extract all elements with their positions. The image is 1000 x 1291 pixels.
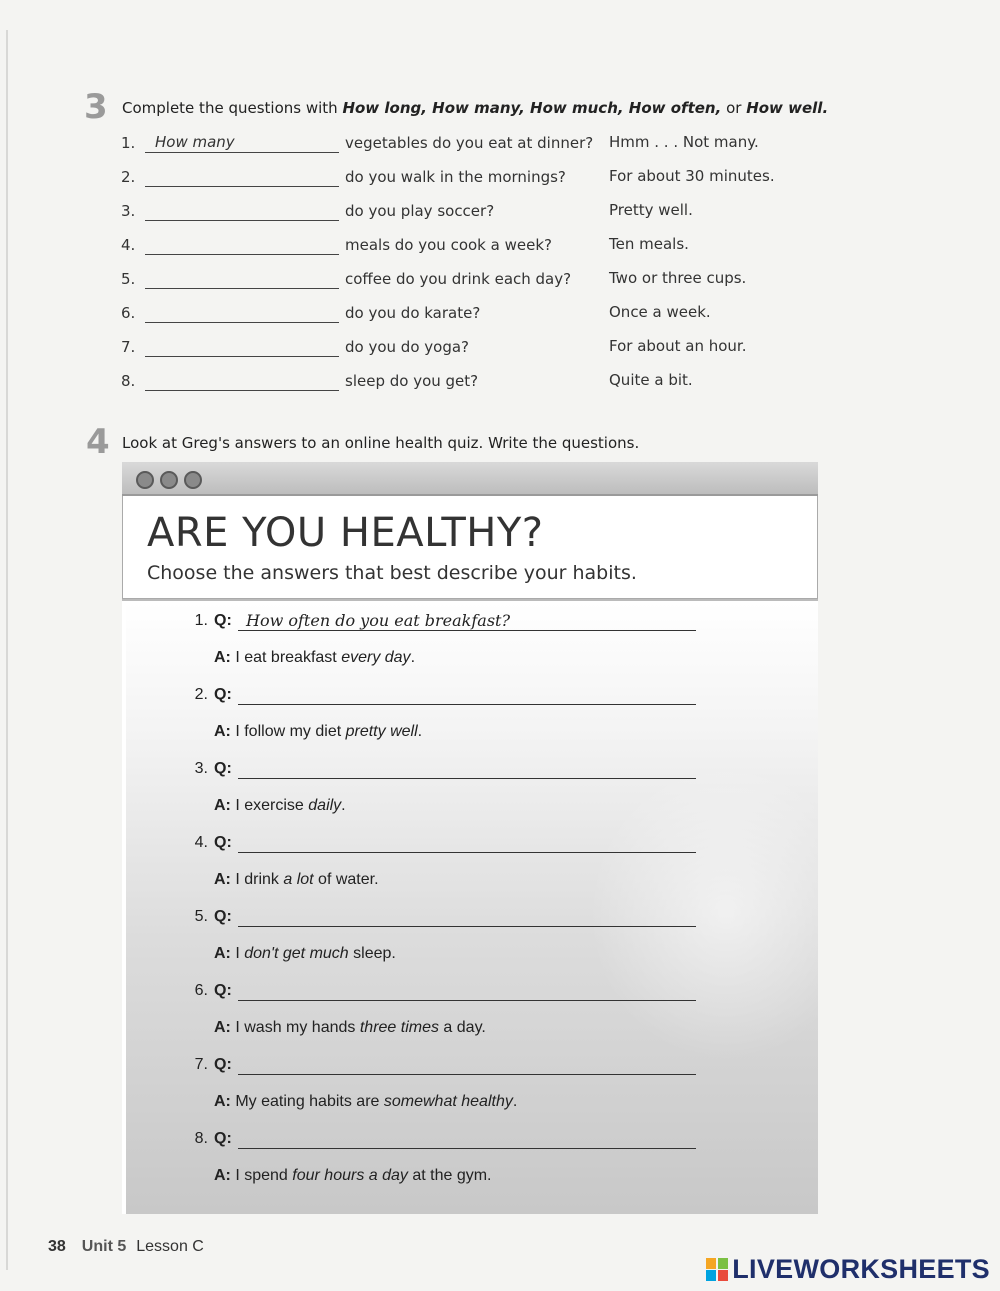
answer-pre: I exercise [235,797,309,814]
exercise-3-item [121,268,801,292]
answer-pre: I eat breakfast [235,649,342,666]
reply-text: Hmm . . . Not many. [609,133,759,151]
quiz-item-number: 5. [194,908,208,925]
answer-line [214,1167,492,1185]
quiz-item-number: 1. [194,612,208,629]
answer-text: How many [155,133,235,151]
question-blank-input[interactable] [238,686,696,705]
reply-text: Two or three cups. [609,269,747,287]
answer-blank-input[interactable] [145,132,339,153]
question-blank-input[interactable] [238,760,696,779]
quiz-item-number: 6. [194,982,208,999]
window-dot-icon [160,471,178,489]
answer-blank-input[interactable] [145,234,339,255]
question-blank-input[interactable] [238,834,696,853]
reply-text: Once a week. [609,303,711,321]
answer-post: of water. [313,871,379,888]
answer-emphasis: three times [359,1019,439,1036]
exercise-4-number: 4 [86,422,110,462]
quiz-item-number: 7. [194,1056,208,1073]
answer-line [214,797,346,815]
answer-pre: My eating habits are [235,1093,384,1110]
answer-line [214,723,422,741]
question-text: meals do you cook a week? [345,236,552,254]
answer-post: sleep. [348,945,396,962]
answer-label: A: [214,797,231,814]
answer-label: A: [214,1167,231,1184]
question-label: Q: [214,908,232,925]
answer-post: at the gym. [407,1167,492,1184]
brand-block [718,1258,728,1269]
window-dot-icon [184,471,202,489]
quiz-header [122,496,818,599]
answer-pre: I [235,945,245,962]
health-quiz-window [122,462,818,1214]
quiz-title: ARE YOU HEALTHY? [147,510,544,556]
quiz-item [186,611,706,666]
answer-emphasis: a lot [283,871,314,888]
answer-blank-input[interactable] [145,268,339,289]
question-label: Q: [214,686,232,703]
question-text: sleep do you get? [345,372,479,390]
exercise-3-number: 3 [84,87,108,127]
quiz-item [186,1130,706,1184]
answer-label: A: [214,945,231,962]
answer-label: A: [214,1093,231,1110]
answer-blank-input[interactable] [145,370,339,391]
answer-pre: I drink [235,871,284,888]
question-text: do you walk in the mornings? [345,168,566,186]
answer-label: A: [214,1019,231,1036]
answer-label: A: [214,723,231,740]
answer-pre: I wash my hands [235,1019,360,1036]
reply-text: For about an hour. [609,337,747,355]
window-dot-icon [136,471,154,489]
answer-post: . [417,723,423,740]
answer-blank-input[interactable] [145,302,339,323]
question-blank-input[interactable] [238,982,696,1001]
answer-emphasis: four hours a day [292,1167,408,1184]
question-text: vegetables do you eat at dinner? [345,134,594,152]
page-edge [6,30,8,1270]
item-number: 1. [121,134,136,152]
lesson-label: Lesson C [136,1238,204,1255]
answer-post: . [341,797,346,814]
answer-emphasis: somewhat healthy [383,1093,513,1110]
exercise-3-item [121,200,801,224]
exercise-3-item [121,336,801,360]
question-label: Q: [214,834,232,851]
liveworksheets-logo[interactable] [706,1254,990,1285]
question-label: Q: [214,760,232,777]
answer-blank-input[interactable] [145,336,339,357]
answer-label: A: [214,649,231,666]
answer-line [214,1019,486,1037]
quiz-item [186,834,706,888]
quiz-item [186,1056,706,1110]
answer-line [214,649,415,667]
quiz-item [186,760,706,814]
answer-emphasis: every day [341,649,411,666]
brand-text: LIVEWORKSHEETS [732,1254,990,1284]
reply-text: For about 30 minutes. [609,167,775,185]
question-label: Q: [214,982,232,999]
exercise-3-item [121,302,801,326]
answer-label: A: [214,871,231,888]
question-label: Q: [214,612,232,629]
answer-line [214,871,379,889]
reply-text: Quite a bit. [609,371,693,389]
answer-emphasis: pretty well [345,723,418,740]
quiz-item [186,686,706,740]
question-text: do you do yoga? [345,338,469,356]
item-number: 5. [121,270,136,288]
exercise-3-instruction: Complete the questions with How long, How many, How much, How often, or How well. [122,99,829,117]
brand-block [718,1270,728,1281]
quiz-item-number: 2. [194,686,208,703]
question-blank-input[interactable] [238,612,696,631]
reply-text: Pretty well. [609,201,693,219]
answer-emphasis: don't get much [244,945,349,962]
window-title-bar [122,462,818,496]
answer-pre: I follow my diet [235,723,346,740]
question-label: Q: [214,1056,232,1073]
quiz-item-number: 4. [194,834,208,851]
answer-post: . [410,649,416,666]
brand-block [706,1270,716,1281]
question-text: How often do you eat breakfast? [246,611,511,630]
question-text: coffee do you drink each day? [345,270,572,288]
question-text: do you do karate? [345,304,481,322]
question-blank-input[interactable] [238,1130,696,1149]
exercise-3-item [121,234,801,258]
unit-label: Unit 5 [81,1238,127,1255]
item-number: 3. [121,202,136,220]
exercise-3-item [121,132,801,156]
answer-blank-input[interactable] [145,166,339,187]
answer-emphasis: daily [308,797,342,814]
question-text: do you play soccer? [345,202,495,220]
page-number: 38 [48,1238,66,1255]
answer-post: . [512,1093,518,1110]
reply-text: Ten meals. [609,235,689,253]
question-label: Q: [214,1130,232,1147]
quiz-item-number: 3. [194,760,208,777]
quiz-subtitle: Choose the answers that best describe your habits. [147,562,637,584]
answer-pre: I spend [235,1167,293,1184]
brand-block [706,1258,716,1269]
question-blank-input[interactable] [238,1056,696,1075]
page-footer [48,1238,204,1256]
answer-line [214,945,396,963]
exercise-3-item [121,370,801,394]
item-number: 6. [121,304,136,322]
liveworksheets-mark-icon [706,1258,728,1282]
item-number: 4. [121,236,136,254]
question-blank-input[interactable] [238,908,696,927]
exercise-4-instruction: Look at Greg's answers to an online health quiz. Write the questions. [122,434,640,452]
quiz-item [186,982,706,1036]
quiz-item [186,908,706,962]
answer-post: a day. [438,1019,486,1036]
quiz-body [126,602,818,1214]
answer-line [214,1093,517,1111]
answer-blank-input[interactable] [145,200,339,221]
item-number: 8. [121,372,136,390]
item-number: 7. [121,338,136,356]
quiz-item-number: 8. [194,1130,208,1147]
item-number: 2. [121,168,136,186]
exercise-3-item [121,166,801,190]
